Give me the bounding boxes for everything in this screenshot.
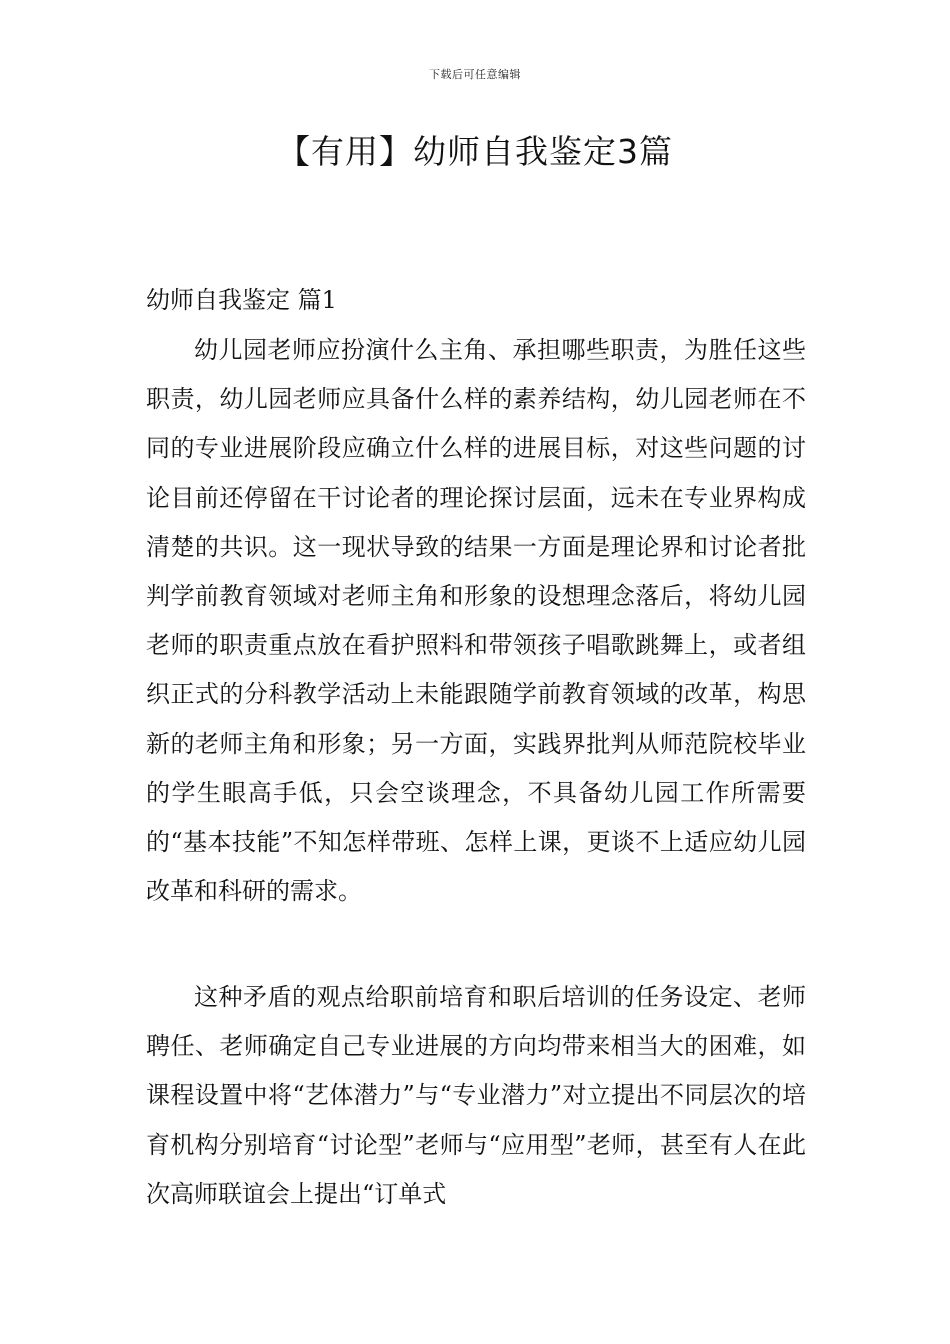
section-heading: 幼师自我鉴定 篇1 <box>146 286 337 314</box>
document-title: 【有用】幼师自我鉴定3篇 <box>277 132 673 171</box>
body-paragraph: 这种矛盾的观点给职前培育和职后培训的任务设定、老师聘任、老师确定自己专业进展的方向均带来相当大的困难，如课程设置中将“艺体潜力”与“专业潜力”对立提出不同层次的培育机构分别培育“讨论型”老师与“应用型”老师，甚至有人在此次高师联谊会上提出“订单式 <box>146 983 806 1208</box>
body-paragraph: 幼儿园老师应扮演什么主角、承担哪些职责，为胜任这些职责，幼儿园老师应具备什么样的素养结构，幼儿园老师在不同的专业进展阶段应确立什么样的进展目标，对这些问题的讨论目前还停留在干讨论者的理论探讨层面，远未在专业界构成清楚的共识。这一现状导致的结果一方面是理论界和讨论者批判学前教育领域对老师主角和形象的设想理念落后，将幼儿园老师的职责重点放在看护照料和带领孩子唱歌跳舞上，或者组织正式的分科教学活动上未能跟随学前教育领域的改革，构思新的老师主角和形象；另一方面，实践界批判从师范院校毕业的学生眼高手低，只会空谈理念，不具备幼儿园工作所需要的“基本技能”不知怎样带班、怎样上课，更谈不上适应幼儿园改革和科研的需求。 <box>146 336 806 906</box>
header-note: 下载后可任意编辑 <box>429 68 521 81</box>
